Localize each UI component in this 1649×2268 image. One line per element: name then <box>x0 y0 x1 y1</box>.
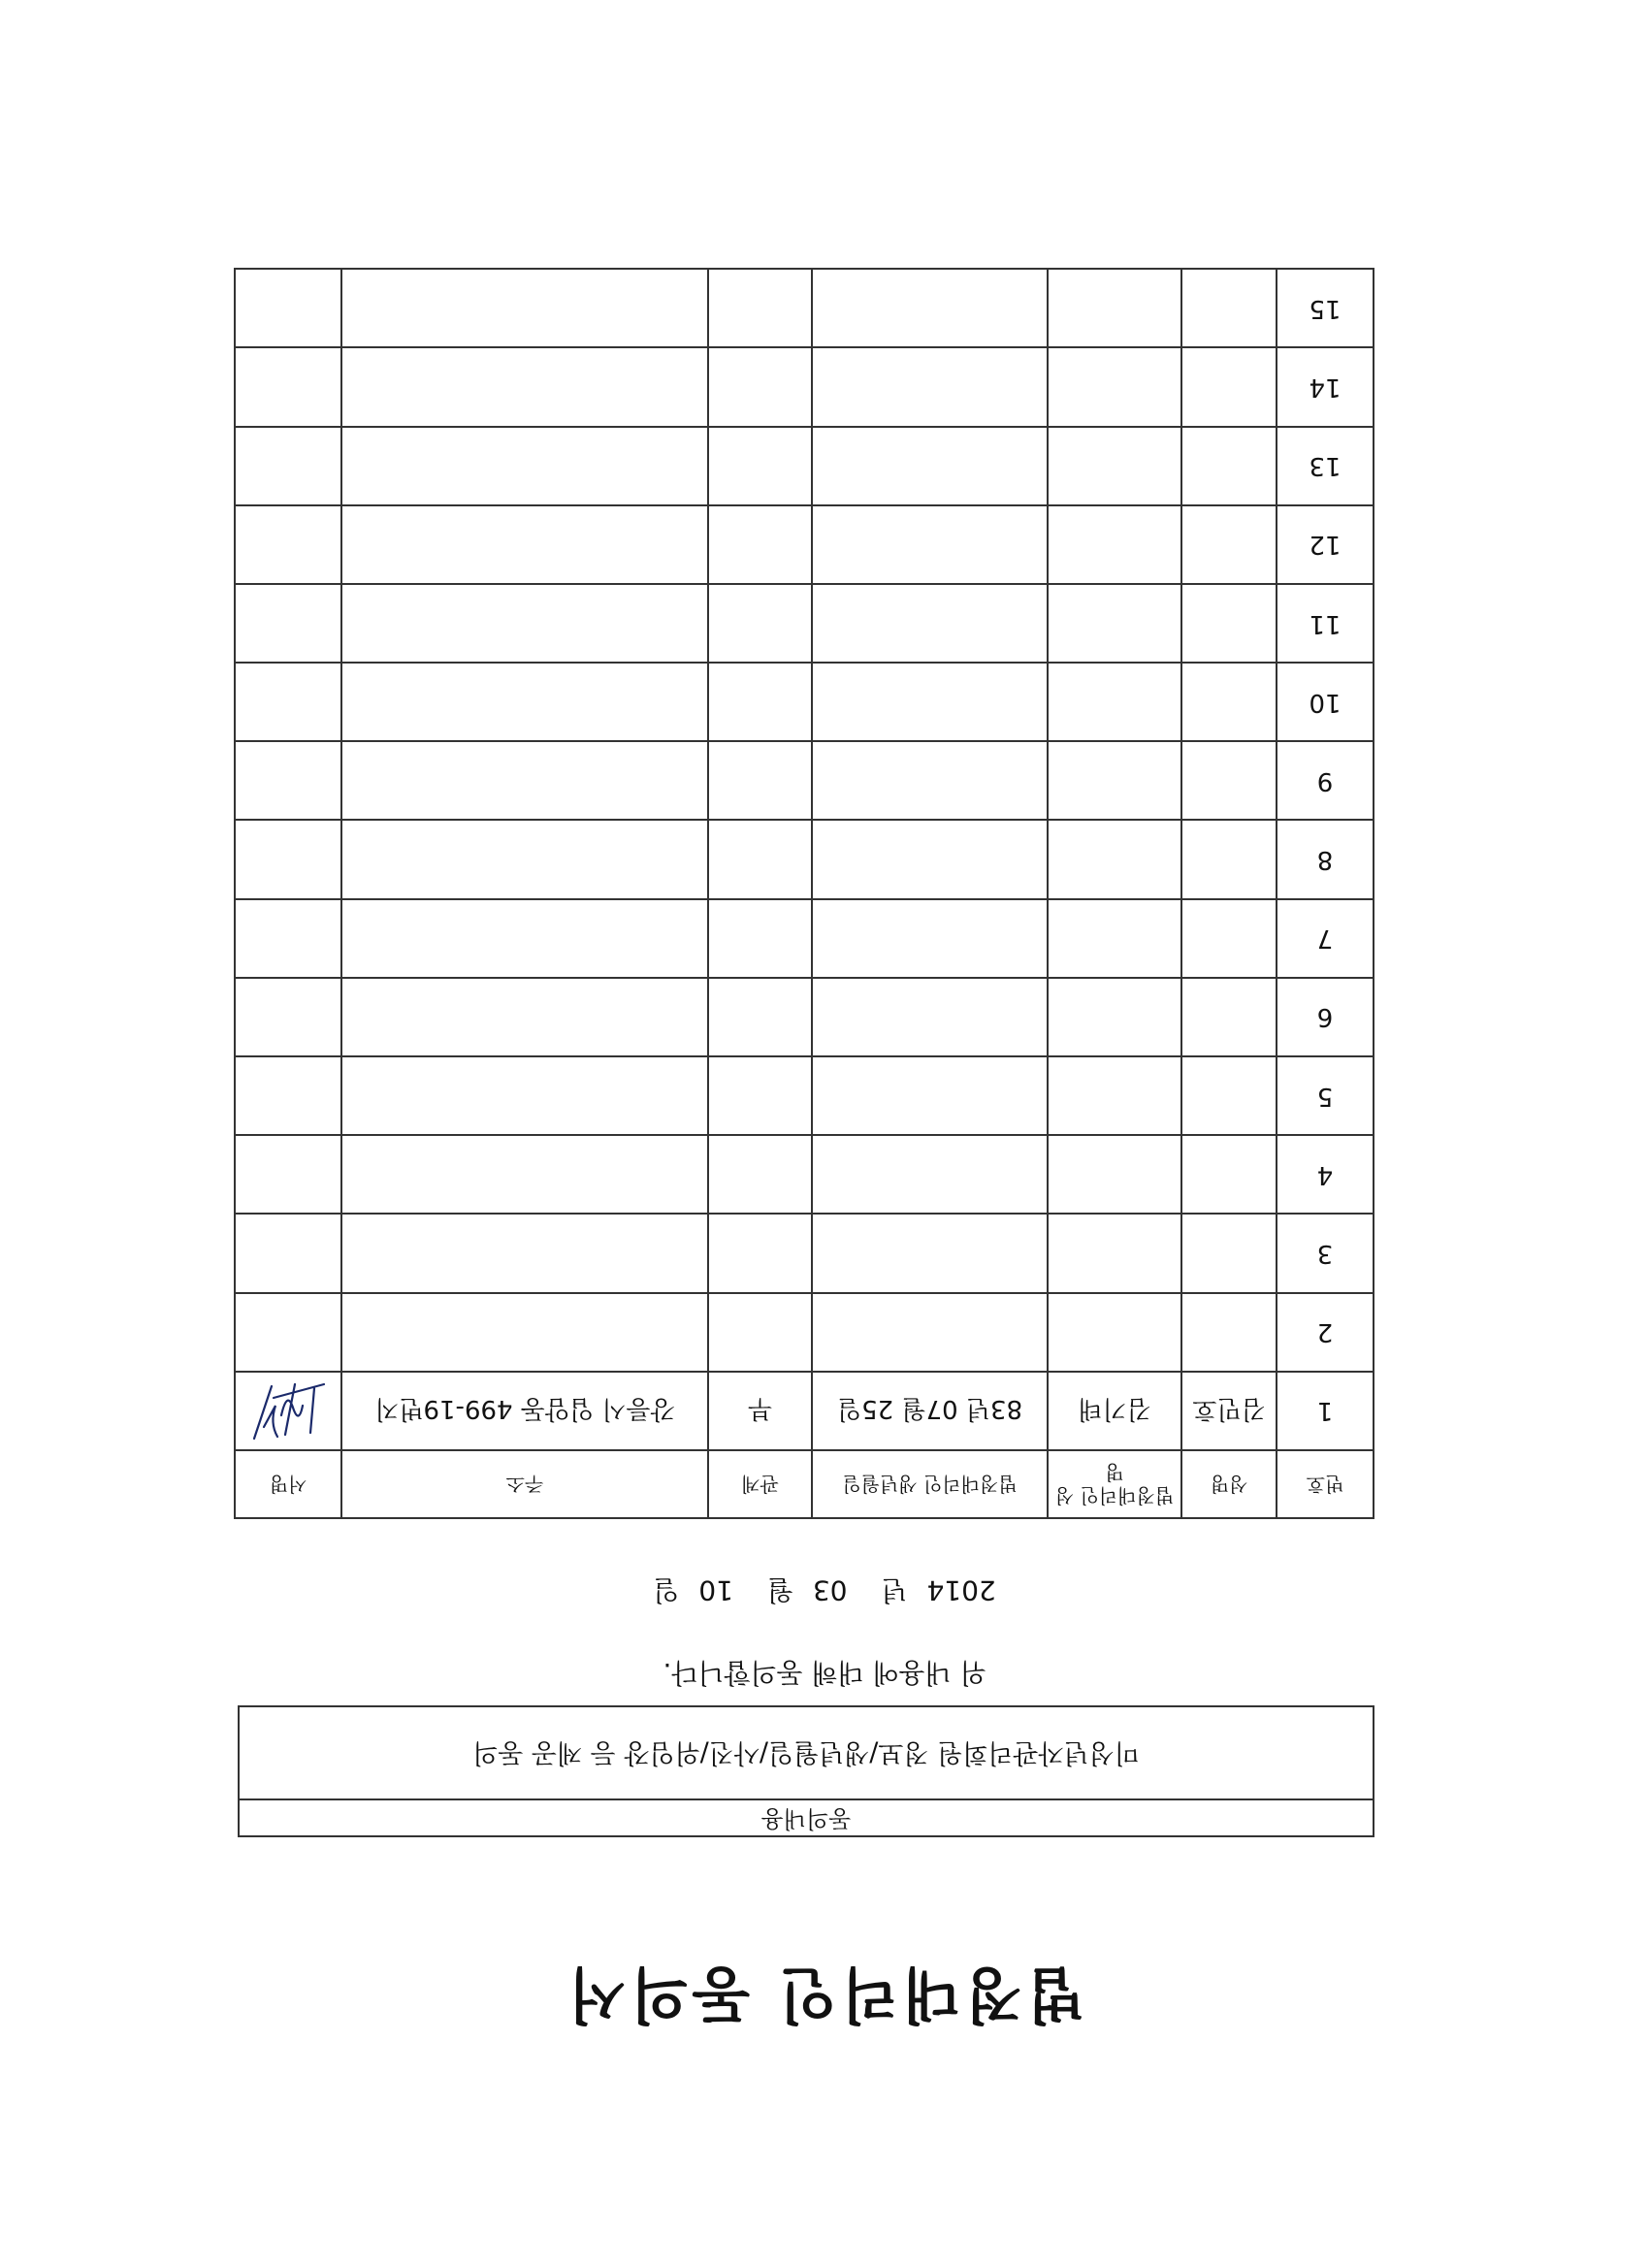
cell-relation <box>708 347 812 426</box>
table-row <box>235 269 1374 347</box>
cell-name <box>1181 821 1277 899</box>
cell-signature <box>235 978 341 1056</box>
cell-guardian-birth <box>812 269 1048 347</box>
cell-name <box>1181 427 1277 505</box>
header-signature: 서명 <box>235 1450 341 1518</box>
cell-guardian-birth <box>812 505 1048 584</box>
table-header-row <box>235 1450 1374 1518</box>
cell-guardian-name <box>1048 663 1181 741</box>
cell-address <box>341 1293 708 1372</box>
cell-guardian-birth: 83년 07월 25일 <box>812 1372 1048 1450</box>
cell-name <box>1181 1293 1277 1372</box>
cell-signature <box>235 427 341 505</box>
cell-guardian-name <box>1048 741 1181 820</box>
cell-no: 2 <box>1277 1293 1374 1372</box>
cell-no: 12 <box>1277 505 1374 584</box>
header-guardian-name: 법정대리인 성명 <box>1048 1450 1181 1518</box>
cell-no: 13 <box>1277 427 1374 505</box>
cell-guardian-birth <box>812 899 1048 978</box>
cell-guardian-name <box>1048 1056 1181 1135</box>
cell-guardian-birth <box>812 821 1048 899</box>
cell-guardian-birth <box>812 1214 1048 1292</box>
consent-header: 동의내용 <box>240 1798 1373 1835</box>
cell-name <box>1181 1214 1277 1292</box>
cell-guardian-name <box>1048 821 1181 899</box>
cell-signature <box>235 821 341 899</box>
cell-address <box>341 347 708 426</box>
cell-guardian-birth <box>812 1293 1048 1372</box>
guardian-table <box>234 268 1374 1519</box>
cell-guardian-name <box>1048 584 1181 663</box>
cell-guardian-birth <box>812 741 1048 820</box>
cell-address <box>341 1135 708 1214</box>
cell-name <box>1181 899 1277 978</box>
cell-guardian-name: 김기태 <box>1048 1372 1181 1450</box>
cell-guardian-birth <box>812 347 1048 426</box>
table-row <box>235 347 1374 426</box>
cell-signature <box>235 269 341 347</box>
cell-signature <box>235 741 341 820</box>
table-row <box>235 741 1374 820</box>
cell-signature <box>235 1135 341 1214</box>
cell-name <box>1181 347 1277 426</box>
table-row <box>235 1372 1374 1450</box>
cell-no: 10 <box>1277 663 1374 741</box>
cell-name <box>1181 663 1277 741</box>
header-relation: 관계 <box>708 1450 812 1518</box>
cell-address <box>341 1214 708 1292</box>
cell-name <box>1181 1135 1277 1214</box>
cell-address <box>341 584 708 663</box>
table-row <box>235 584 1374 663</box>
cell-relation <box>708 1056 812 1135</box>
cell-guardian-name <box>1048 978 1181 1056</box>
date-line <box>0 1572 1649 1611</box>
cell-guardian-name <box>1048 505 1181 584</box>
cell-relation <box>708 978 812 1056</box>
cell-no: 15 <box>1277 269 1374 347</box>
cell-guardian-birth <box>812 427 1048 505</box>
header-address: 주소 <box>341 1450 708 1518</box>
cell-no: 4 <box>1277 1135 1374 1214</box>
cell-no: 7 <box>1277 899 1374 978</box>
cell-no: 14 <box>1277 347 1374 426</box>
date-year-unit: 년 <box>881 1574 908 1606</box>
cell-signature <box>235 347 341 426</box>
cell-address <box>341 1056 708 1135</box>
date-day: 10 <box>698 1574 733 1606</box>
cell-no: 6 <box>1277 978 1374 1056</box>
cell-name <box>1181 505 1277 584</box>
cell-no: 9 <box>1277 741 1374 820</box>
date-year: 2014 <box>926 1574 996 1606</box>
cell-guardian-name <box>1048 1214 1181 1292</box>
header-name: 성명 <box>1181 1450 1277 1518</box>
cell-signature <box>235 505 341 584</box>
cell-relation <box>708 1293 812 1372</box>
table-row <box>235 899 1374 978</box>
table-row <box>235 978 1374 1056</box>
table-row <box>235 1293 1374 1372</box>
cell-guardian-name <box>1048 899 1181 978</box>
consent-body: 미성년자관리회원 정보/생년월일/사진/위임장 등 제공 동의 <box>472 1737 1140 1767</box>
cell-address <box>341 978 708 1056</box>
cell-name <box>1181 741 1277 820</box>
cell-address: 강릉시 입암동 499-19번지 <box>341 1372 708 1450</box>
table-row <box>235 663 1374 741</box>
cell-guardian-birth <box>812 1135 1048 1214</box>
cell-no: 8 <box>1277 821 1374 899</box>
cell-relation <box>708 1214 812 1292</box>
cell-signature <box>235 663 341 741</box>
cell-address <box>341 505 708 584</box>
cell-no: 11 <box>1277 584 1374 663</box>
cell-name <box>1181 1056 1277 1135</box>
cell-relation <box>708 269 812 347</box>
cell-address <box>341 663 708 741</box>
cell-relation <box>708 663 812 741</box>
consent-box <box>238 1705 1374 1837</box>
cell-address <box>341 427 708 505</box>
cell-signature <box>235 1056 341 1135</box>
header-no: 번호 <box>1277 1450 1374 1518</box>
cell-signature <box>235 1293 341 1372</box>
signature-image <box>244 1377 332 1444</box>
cell-relation <box>708 584 812 663</box>
cell-guardian-name <box>1048 427 1181 505</box>
cell-address <box>341 899 708 978</box>
cell-name: 김민호 <box>1181 1372 1277 1450</box>
cell-relation <box>708 741 812 820</box>
table-row <box>235 1056 1374 1135</box>
cell-relation <box>708 899 812 978</box>
agree-statement: 위 내용에 대해 동의합니다. <box>663 1657 986 1689</box>
cell-no: 3 <box>1277 1214 1374 1292</box>
document-title: 법정대리인 동의서 <box>564 1960 1085 2030</box>
cell-relation <box>708 1135 812 1214</box>
cell-signature <box>235 1214 341 1292</box>
cell-address <box>341 741 708 820</box>
cell-relation <box>708 427 812 505</box>
table-row <box>235 1135 1374 1214</box>
cell-signature <box>235 1372 341 1450</box>
cell-guardian-name <box>1048 269 1181 347</box>
cell-guardian-birth <box>812 978 1048 1056</box>
header-guardian-birth: 법정대리인 생년월일 <box>812 1450 1048 1518</box>
table-row <box>235 505 1374 584</box>
cell-relation <box>708 821 812 899</box>
table-row <box>235 1214 1374 1292</box>
cell-name <box>1181 978 1277 1056</box>
cell-guardian-birth <box>812 663 1048 741</box>
cell-guardian-birth <box>812 1056 1048 1135</box>
cell-signature <box>235 584 341 663</box>
cell-signature <box>235 899 341 978</box>
date-day-unit: 일 <box>653 1574 680 1606</box>
cell-address <box>341 821 708 899</box>
cell-relation <box>708 505 812 584</box>
cell-address <box>341 269 708 347</box>
table-row <box>235 427 1374 505</box>
cell-name <box>1181 584 1277 663</box>
cell-guardian-name <box>1048 347 1181 426</box>
date-month-unit: 월 <box>766 1574 793 1606</box>
cell-no: 1 <box>1277 1372 1374 1450</box>
table-row <box>235 821 1374 899</box>
cell-guardian-name <box>1048 1135 1181 1214</box>
cell-guardian-birth <box>812 584 1048 663</box>
date-month: 03 <box>812 1574 848 1606</box>
cell-name <box>1181 269 1277 347</box>
cell-guardian-name <box>1048 1293 1181 1372</box>
cell-relation: 부 <box>708 1372 812 1450</box>
cell-no: 5 <box>1277 1056 1374 1135</box>
